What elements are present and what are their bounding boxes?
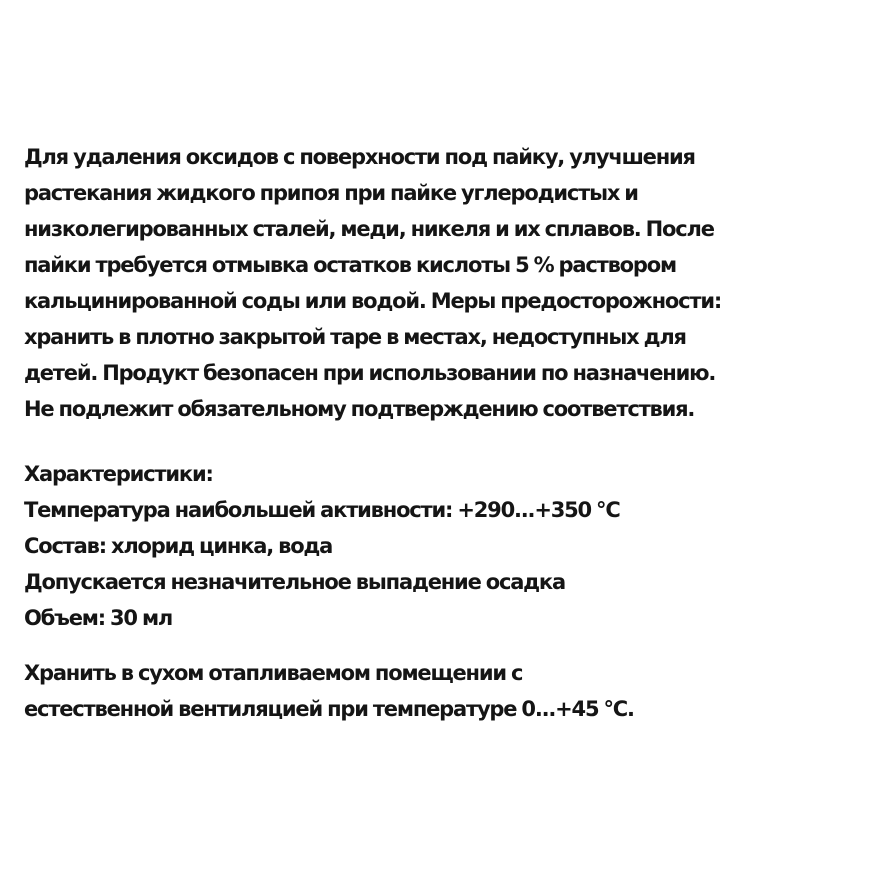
description-paragraph <box>24 139 854 427</box>
description-line: низколегированных сталей, меди, никеля и их сплавов. После <box>24 217 714 241</box>
description-line: кальцинированной соды или водой. Меры предосторожности: <box>24 289 722 313</box>
description-line: Не подлежит обязательному подтверждению соответствия. <box>24 397 695 421</box>
storage-instructions <box>24 655 854 727</box>
characteristics-heading: Характеристики: <box>24 462 213 486</box>
description-line: хранить в плотно закрытой таре в местах, недоступных для <box>24 325 686 349</box>
description-line: детей. Продукт безопасен при использовании по назначению. <box>24 361 716 385</box>
storage-line: Хранить в сухом отапливаемом помещении с <box>24 661 523 685</box>
description-line: растекания жидкого припоя при пайке углеродистых и <box>24 181 638 205</box>
composition-spec: Состав: хлорид цинка, вода <box>24 534 333 558</box>
description-line: Для удаления оксидов с поверхности под пайку, улучшения <box>24 145 695 169</box>
volume-spec: Объем: 30 мл <box>24 606 173 630</box>
sediment-note: Допускается незначительное выпадение осадка <box>24 570 565 594</box>
description-line: пайки требуется отмывка остатков кислоты 5 % раствором <box>24 253 676 277</box>
characteristics-section <box>24 456 854 636</box>
temperature-spec: Температура наибольшей активности: +290...+350 °C <box>24 498 620 522</box>
storage-line: естественной вентиляцией при температуре 0...+45 °С. <box>24 697 634 721</box>
